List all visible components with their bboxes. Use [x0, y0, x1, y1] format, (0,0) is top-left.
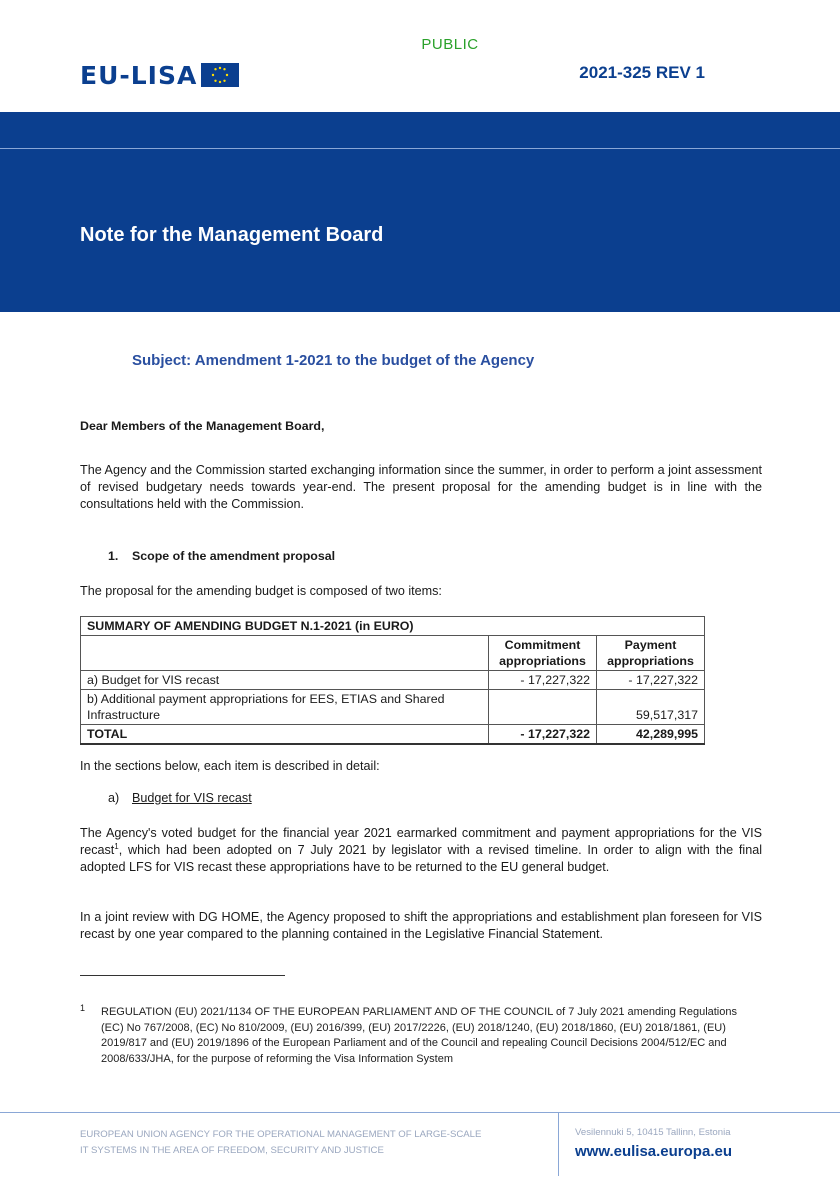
salutation: Dear Members of the Management Board,: [80, 419, 325, 433]
classification-label: PUBLIC: [421, 36, 479, 53]
document-reference: 2021-325 REV 1: [579, 63, 705, 82]
logo-text: EU-LISA: [80, 60, 198, 90]
banner-divider: [0, 148, 840, 149]
subsection-number: a): [108, 791, 120, 805]
footer-agency-line: IT SYSTEMS IN THE AREA OF FREEDOM, SECURITY AND JUSTICE: [80, 1145, 384, 1156]
footnote-reference: 1: [114, 841, 119, 851]
eu-flag-icon: [201, 63, 239, 87]
column-header-commitment: Commitment appropriations: [489, 636, 597, 671]
column-header-payment: Payment appropriations: [597, 636, 705, 671]
table-row: [81, 690, 705, 725]
footer-divider: [0, 1112, 840, 1113]
total-payment: 42,289,995: [597, 725, 705, 745]
table-header-row: [81, 636, 705, 671]
table-title: SUMMARY OF AMENDING BUDGET N.1-2021 (in EURO): [81, 617, 705, 636]
total-commitment: - 17,227,322: [489, 725, 597, 745]
footer-address: Vesilennuki 5, 10415 Tallinn, Estonia: [575, 1127, 731, 1138]
budget-summary-table: [80, 616, 705, 745]
total-label: TOTAL: [81, 725, 489, 745]
footer-agency-line: EUROPEAN UNION AGENCY FOR THE OPERATIONAL MANAGEMENT OF LARGE-SCALE: [80, 1129, 482, 1140]
footnote-divider: [80, 975, 285, 976]
subject-line: Subject: Amendment 1-2021 to the budget of the Agency: [132, 352, 535, 369]
paragraph-joint-review: In a joint review with DG HOME, the Agency proposed to shift the appropriations and establishment plan foreseen for VIS recast by one year compared to the planning contained in the Legislative Financial Statement.: [80, 910, 762, 941]
page-title: Note for the Management Board: [80, 224, 384, 246]
row-commitment: - 17,227,322: [489, 671, 597, 690]
row-label: b) Additional payment appropriations for EES, ETIAS and Shared Infrastructure: [81, 690, 489, 725]
footnote-text: REGULATION (EU) 2021/1134 OF THE EUROPEAN PARLIAMENT AND OF THE COUNCIL of 7 July 2021 amending Regulations (EC) No 767/2008, (EC) No 810/2009, (EU) 2016/399, (EU) 2017/2226, (EU) 2018/1240, (EU) 2018/1860, (EU) 2018/1861, (EU) 2019/817 and (EU) 2019/1896 of the European Parliament and of the Council and repealing Council Decisions 2004/512/EC and 2008/633/JHA, for the purpose of reforming the Visa Information System: [101, 1006, 737, 1065]
eu-lisa-logo: [80, 60, 239, 90]
row-payment: 59,517,317: [597, 690, 705, 725]
section-title: Scope of the amendment proposal: [132, 549, 336, 563]
subsection-heading: [108, 791, 252, 805]
section-heading: [108, 549, 335, 563]
paragraph-sections: In the sections below, each item is described in detail:: [80, 759, 380, 773]
paragraph-intro: The Agency and the Commission started exchanging information since the summer, in order to perform a joint assessment of revised budgetary needs towards year-end. The present proposal for the amending budget is in line with the consultations held with the Commission.: [80, 463, 762, 511]
footer-vertical-divider: [558, 1113, 559, 1176]
row-payment: - 17,227,322: [597, 671, 705, 690]
paragraph-text: The Agency's voted budget for the financial year 2021 earmarked commitment and payment appropriations for the VIS recast: [80, 826, 762, 857]
table-header-blank: [81, 636, 489, 671]
paragraph-text: , which had been adopted on 7 July 2021 by legislator with a revised timeline. In order to align with the final adopted LFS for VIS recast these appropriations have to be returned to the EU general budget.: [80, 843, 762, 874]
paragraph-proposal: The proposal for the amending budget is composed of two items:: [80, 584, 442, 598]
table-row: [81, 671, 705, 690]
table-title-row: [81, 617, 705, 636]
table-total-row: [81, 725, 705, 745]
footnote-mark: 1: [80, 1003, 86, 1013]
row-label: a) Budget for VIS recast: [81, 671, 489, 690]
section-number: 1.: [108, 549, 119, 563]
footer-website-link[interactable]: www.eulisa.europa.eu: [575, 1143, 732, 1160]
footer-agency-name: [80, 1127, 550, 1159]
paragraph-vis-budget: [80, 825, 762, 876]
row-commitment: [489, 690, 597, 725]
title-banner: [0, 112, 840, 312]
subsection-title: Budget for VIS recast: [132, 791, 252, 805]
